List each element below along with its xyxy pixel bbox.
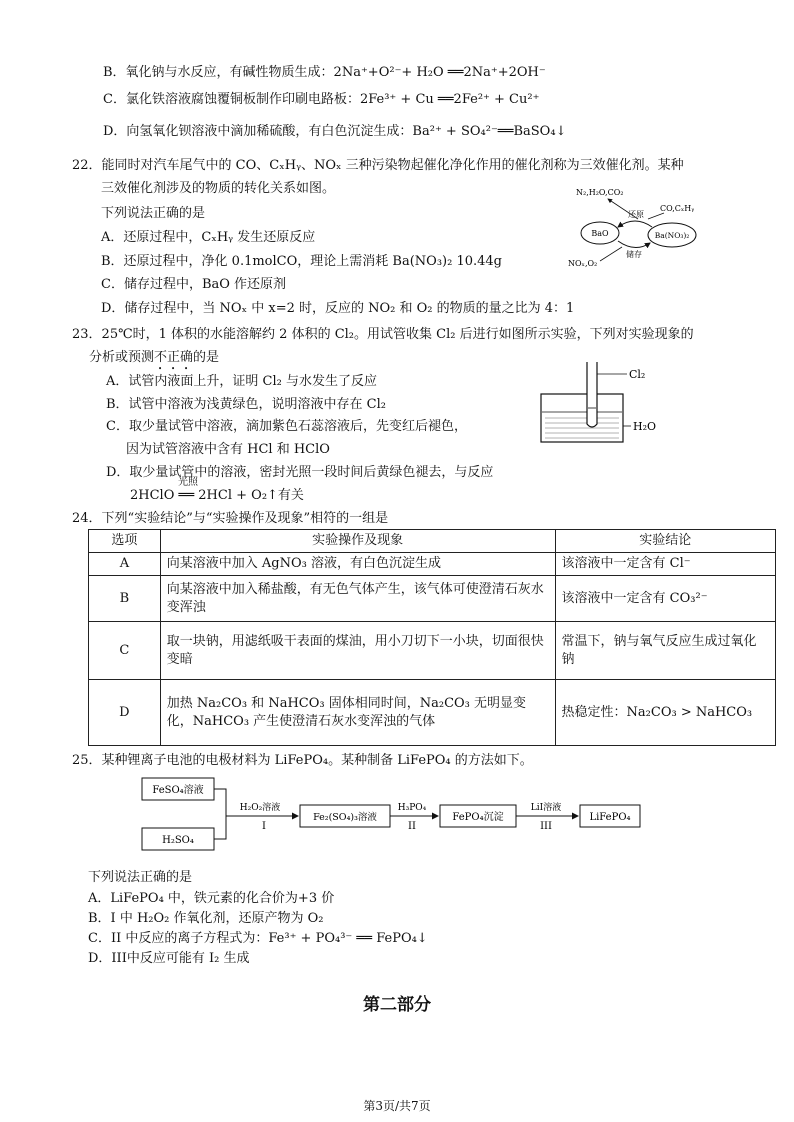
flow-box-fe2so43-label: Fe₂(SO₄)₃溶液: [313, 812, 377, 823]
flow-box-fepo4-label: FePO₄沉淀: [452, 812, 504, 823]
page-footer: 第3页/共7页: [363, 1099, 431, 1113]
row-operation: 向某溶液中加入 AgNO₃ 溶液，有白色沉淀生成: [160, 553, 555, 576]
q23-option-b: B．试管中溶液为浅黄绿色，说明溶液中存在 Cl₂: [106, 397, 387, 412]
test-tube: [587, 362, 597, 427]
row-conclusion: 该溶液中一定含有 Cl⁻: [555, 553, 775, 576]
diagram-label-top-left: N₂,H₂O,CO₂: [576, 188, 624, 197]
diagram-label-top-right: CO,CₓHᵧ: [660, 204, 695, 213]
flow-box-feso4-label: FeSO₄溶液: [152, 785, 204, 796]
chlorine-test-tube-apparatus: [535, 360, 665, 445]
row-operation: 加热 Na₂CO₃ 和 NaHCO₃ 固体相同时间，Na₂CO₃ 无明显变化，NaHCO₃ 产生使澄清石灰水变浑浊的气体: [160, 680, 555, 746]
row-option: B: [89, 576, 161, 622]
diagram-label-bottom-left: NOₓ,O₂: [568, 259, 598, 268]
h2o-label: H₂O: [633, 420, 657, 433]
cl2-label: Cl₂: [629, 368, 646, 381]
flow-arrow2-reagent: H₃PO₄: [397, 803, 427, 813]
q22-option-a: A．还原过程中，CₓHᵧ 发生还原反应: [101, 230, 316, 245]
q23-stem-line1: 23．25℃时，1 体积的水能溶解约 2 体积的 Cl₂。用试管收集 Cl₂ 后进行如图所示实验，下列对实验现象的: [72, 327, 694, 342]
q25-ask: 下列说法正确的是: [88, 870, 193, 885]
row-conclusion: 热稳定性：Na₂CO₃ > NaHCO₃: [555, 680, 775, 746]
q22-option-d: D．储存过程中，当 NOₓ 中 x=2 时，反应的 NO₂ 和 O₂ 的物质的量之比为 4：1: [101, 301, 575, 316]
storage-label: 储存: [626, 250, 642, 259]
row-operation: 取一块钠，用滤纸吸干表面的煤油，用小刀切下一小块，切面很快变暗: [160, 622, 555, 680]
flow-arrow3-reagent: LiI溶液: [530, 803, 562, 813]
q25-option-c: C．II 中反应的离子方程式为：Fe³⁺ + PO₄³⁻ ══ FePO₄↓: [88, 931, 428, 946]
q24-table: [88, 529, 776, 746]
header-option: 选项: [89, 530, 161, 553]
table-row: [89, 622, 776, 680]
flow-arrow3-step: III: [540, 821, 552, 832]
q22-stem-line1: 22．能同时对汽车尾气中的 CO、CₓHᵧ、NOₓ 三种污染物起催化净化作用的催化剂称为三效催化剂。某种: [72, 158, 684, 173]
q25-option-a: A．LiFePO₄ 中，铁元素的化合价为+3 价: [88, 891, 335, 906]
table-row: [89, 576, 776, 622]
catalyst-cycle-diagram: [560, 183, 710, 273]
q23-option-c-line1: C．取少量试管中溶液，滴加紫色石蕊溶液后，先变红后褪色，: [106, 419, 467, 434]
q23-stem-b: 的是: [193, 350, 220, 365]
lifepo4-flowchart: [140, 776, 645, 852]
q23-d-equation: 2HClO ══ 2HCl + O₂↑有关: [130, 488, 304, 503]
q23-option-d-line1: D．取少量试管中的溶液，密封光照一段时间后黄绿色褪去，与反应: [106, 465, 494, 480]
q23-option-c-line2: 因为试管溶液中含有 HCl 和 HClO: [126, 442, 330, 457]
flow-arrow2-step: II: [408, 821, 416, 832]
q25-stem: 25．某种锂离子电池的电极材料为 LiFePO₄。某种制备 LiFePO₄ 的方法如下。: [72, 753, 533, 768]
row-option: D: [89, 680, 161, 746]
bao-label: BaO: [591, 229, 609, 238]
q22-option-c: C．储存过程中，BaO 作还原剂: [101, 277, 287, 292]
flow-arrow1-step: I: [262, 821, 266, 832]
row-option: C: [89, 622, 161, 680]
q22-stem-line2: 三效催化剂涉及的物质的转化关系如图。: [101, 181, 336, 196]
table-header-row: [89, 530, 776, 553]
reduction-label: 还原: [628, 210, 644, 219]
section-title: 第二部分: [363, 995, 431, 1015]
q21-option-c: C．氯化铁溶液腐蚀覆铜板制作印刷电路板：2Fe³⁺ + Cu ══2Fe²⁺ + Cu²⁺: [103, 92, 540, 107]
ba-nitrate-label: Ba(NO₃)₂: [654, 231, 690, 240]
q21-option-d: D．向氢氧化钡溶液中滴加稀硫酸，有白色沉淀生成：Ba²⁺ + SO₄²⁻══BaSO₄↓: [103, 124, 567, 139]
q23-stem-emphasis: 不正确: [154, 350, 194, 365]
header-conclusion: 实验结论: [555, 530, 775, 553]
q23-option-d-line2: [130, 487, 304, 505]
reduction-arrow: [618, 221, 652, 227]
q25-option-b: B．I 中 H₂O₂ 作氧化剂，还原产物为 O₂: [88, 911, 324, 926]
q22-ask: 下列说法正确的是: [101, 206, 206, 221]
row-operation: 向某溶液中加入稀盐酸，有无色气体产生，该气体可使澄清石灰水变浑浊: [160, 576, 555, 622]
header-operation: 实验操作及现象: [160, 530, 555, 553]
flow-box-lifepo4-label: LiFePO₄: [589, 812, 631, 823]
q25-option-d: D．III中反应可能有 I₂ 生成: [88, 951, 250, 966]
q23-light-condition: 光照: [178, 477, 198, 488]
row-conclusion: 该溶液中一定含有 CO₃²⁻: [555, 576, 775, 622]
q23-option-a: A．试管内液面上升，证明 Cl₂ 与水发生了反应: [106, 374, 377, 389]
flow-arrow1-reagent: H₂O₂溶液: [239, 803, 281, 813]
row-option: A: [89, 553, 161, 576]
q21-option-b: B．氧化钠与水反应，有碱性物质生成：2Na⁺+O²⁻+ H₂O ══2Na⁺+2OH⁻: [103, 65, 546, 80]
q22-option-b: B．还原过程中，净化 0.1molCO，理论上需消耗 Ba(NO₃)₂ 10.44g: [101, 254, 502, 269]
table-row: [89, 553, 776, 576]
q24-stem: 24．下列“实验结论”与“实验操作及现象”相符的一组是: [72, 511, 389, 526]
storage-arrow: [618, 241, 650, 248]
flow-box-h2so4-label: H₂SO₄: [162, 835, 194, 846]
table-row: [89, 680, 776, 746]
row-conclusion: 常温下，钠与氧气反应生成过氧化钠: [555, 622, 775, 680]
q23-stem-a: 分析或预测: [89, 350, 155, 365]
q23-stem-line2: [89, 349, 219, 373]
